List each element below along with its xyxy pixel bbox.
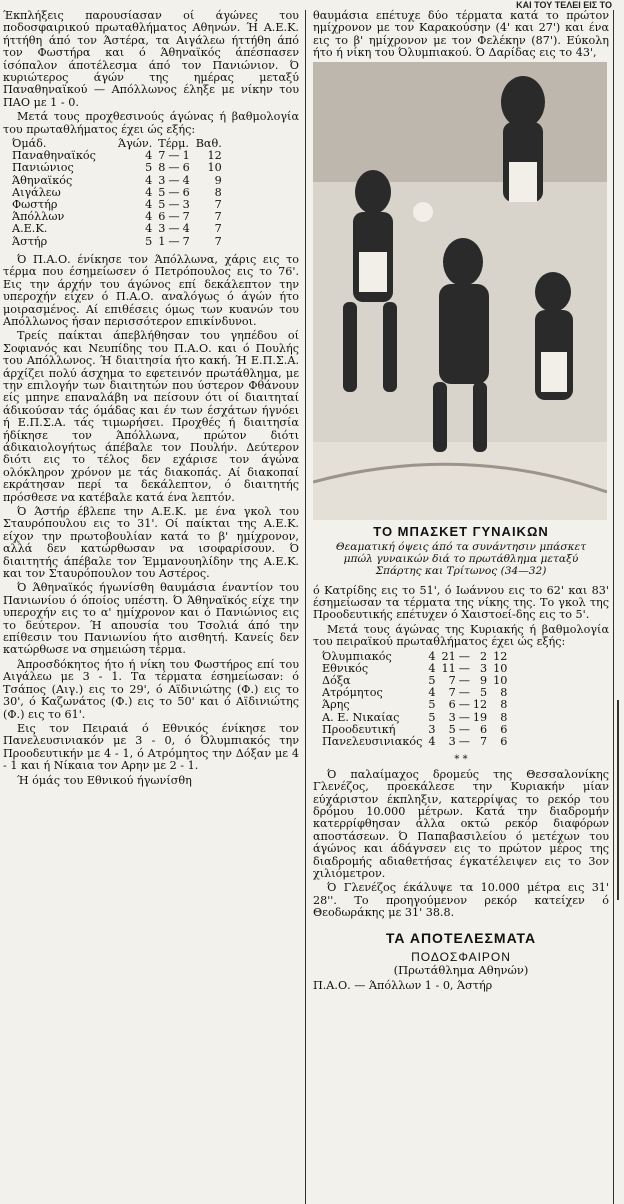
article-paragraph: ό Κατρίδης εις το 51', ό Ιωάννου εις το 62' και 83' έσημείωσαν τα τέρματα της νίκης της. Το γκολ της Προοδευτικής επέτυχεν ό Χαιστοεί-δης εις το 5'. [313, 583, 609, 622]
article-paragraph: Τρείς παίκται άπεβλήθησαν του γηπέδου οί Σοφιανός και Νευπίδης του Π.Α.Ο. και ό Πουλής του Απόλλωνος. Ή διαιτησία ήτο κακή. Ή Ε.Π.Σ.Α. άρχίζει πολύ άσχημα το εφετεινόν πρωτάθλημα, με την επιλογήν των διαιτητών που ύστερον Φθάνουν είς μπηνε επαναλάβη να πείσουν ότι οί διαιτηταί άδικούσαν τάς όμάδας και έν των έσχάτων ήγνόει ή Ε.Π.Σ.Α. τάς τιμωρήσει. Προχθές ή διαιτησία ήδίκησε τον Άπόλλωνα, πρώτον διότι άδικαιολογήτως άπέβαλε τον Πουλήν. Δεύτερον διότι εις το τέλος δεν εχάρισε τον άγώνα ολόκληρον χρόνον με τάς διακοπάς. Αί διακοπαί εκράτησαν περί τα δεκάλεπτον, ό διαιτητής πρόσθεσε να κατέβαλε κατά ένα λεπτόν. [3, 329, 299, 504]
article-paragraph: Μετά τους άγώνας της Κυριακής ή βαθμολογία του πειραϊκού πρωταθλήματος έχει ώς εξής: [313, 622, 609, 649]
games-played: 5 [428, 698, 436, 712]
goal-dash: — [168, 173, 180, 187]
adjacent-column-edge [614, 10, 624, 1204]
games-played: 4 [428, 735, 436, 749]
games-played: 5 [428, 674, 436, 688]
team-name: Προοδευτική [322, 722, 396, 736]
team-name: Δόξα [322, 674, 351, 688]
goal-dash: — [458, 722, 470, 736]
goals-for: 3 [158, 222, 166, 236]
goals-against: 2 [480, 649, 488, 663]
goals-for: 21 [441, 649, 456, 663]
goals-for: 3 [448, 710, 456, 724]
goal-dash: — [168, 185, 180, 199]
games-played: 4 [145, 210, 153, 224]
goals-for: 6 [158, 210, 166, 224]
standings-row [319, 699, 510, 711]
goals-against: 7 [182, 234, 190, 248]
goals-against: 12 [472, 698, 488, 712]
goals-against: 4 [182, 222, 190, 236]
goal-dash: — [458, 735, 470, 749]
col-header-points: Βαθ. [195, 137, 222, 151]
left-column [3, 10, 299, 789]
standings-row [9, 162, 225, 174]
goals-against: 9 [480, 674, 488, 688]
goal-dash: — [168, 222, 180, 236]
team-name: Εθνικός [322, 661, 369, 675]
goals-against: 3 [182, 198, 190, 212]
points: 6 [500, 735, 508, 749]
team-name: Πανιώνιος [12, 161, 74, 175]
team-name: Άρης [322, 698, 350, 712]
team-name: Παναθηναϊκός [12, 149, 96, 163]
points: 7 [214, 198, 222, 212]
points: 12 [493, 649, 508, 663]
team-name: Αιγάλεω [12, 185, 61, 199]
article-paragraph: θαυμάσια επέτυχε δύο τέρματα κατά το πρώτον ημίχρονον με τον Καρακούσην (4' και 27') και ένα εις το β' ημίχρονον με τον Φελέκην (87'). Εύκολη ήτο ή νίκη του Όλυμπιακού. Ό Δαρίδας εις το 43', [313, 9, 609, 60]
team-name: Όλυμπιακός [322, 649, 392, 663]
team-name: Α. Ε. Νικαίας [322, 710, 400, 724]
article-paragraph: Άπροσδόκητος ήτο ή νίκη του Φωστήρος επί του Αιγάλεω με 3 - 1. Τα τέρματα έσημείωσαν: ό Τσάπος (Αιγ.) εις το 29', ό Αϊδινιώτης (Φ.) εις το 30', ό Καζωνάτος (Φ.) εις το 50' και ό Αϊδινιώτης (Φ.) εις το 61'. [3, 657, 299, 721]
goals-against: 6 [182, 185, 190, 199]
team-name: Άθηναϊκός [12, 173, 73, 187]
athens-standings-table [9, 138, 225, 248]
page-header-strip: ΚΑΙ ΤΟΥ ΤΕΛΕΙ ΕΙΣ ΤΟ [516, 0, 612, 10]
goals-against: 6 [480, 722, 488, 736]
points: 6 [500, 722, 508, 736]
games-played: 4 [428, 649, 436, 663]
article-paragraph: Εις τον Πειραιά ό Εθνικός ένίκησε τον Πανελευσινιακόν με 3 - 0, ό Όλυμπιακός την Προοδευτικήν με 4 - 1, ό Ατρόμητος την Δόξαν με 4 - 1 και ή Νίκαια τον Αρην με 2 - 1. [3, 721, 299, 773]
photo-caption: Θεαματική όψεις άπό τα συνάντησιν μπάσκετ μπώλ γυναικών διά το πρωτάθλημα μεταξύ Σπάρτης και Τρίτωνος (34—32) [335, 540, 587, 577]
goals-against: 7 [480, 735, 488, 749]
goals-for: 8 [158, 161, 166, 175]
games-played: 4 [428, 661, 436, 675]
goals-for: 7 [158, 149, 166, 163]
standings-row [319, 736, 510, 748]
goals-against: 3 [480, 661, 488, 675]
results-section-title: ΤΑ ΑΠΟΤΕΛΕΣΜΑΤΑ [385, 929, 537, 946]
goal-dash: — [168, 210, 180, 224]
goal-dash: — [168, 161, 180, 175]
results-line: Π.Α.Ο. — Άπόλλων 1 - 0, Άστήρ [313, 978, 493, 992]
goals-against: 6 [182, 161, 190, 175]
results-competition-title: (Πρωτάθλημα Αθηνών) [393, 962, 529, 977]
goals-for: 7 [448, 674, 456, 688]
goals-for: 3 [448, 735, 456, 749]
goal-dash: — [168, 149, 180, 163]
goal-dash: — [168, 198, 180, 212]
goal-dash: — [458, 674, 470, 688]
goals-against: 5 [480, 686, 488, 700]
games-played: 5 [428, 710, 436, 724]
games-played: 5 [145, 161, 153, 175]
goal-dash: — [458, 649, 470, 663]
goals-against: 4 [182, 173, 190, 187]
goals-against: 19 [472, 710, 488, 724]
points: 8 [500, 698, 508, 712]
goals-for: 7 [448, 686, 456, 700]
points: 8 [500, 686, 508, 700]
standings-row [9, 236, 225, 248]
column-divider [305, 10, 306, 1204]
photo-headline: ΤΟ ΜΠΑΣΚΕΤ ΓΥΝΑΙΚΩΝ [373, 523, 549, 539]
points: 8 [500, 710, 508, 724]
games-played: 4 [428, 686, 436, 700]
team-name: Ατρόμητος [322, 686, 383, 700]
team-name: Α.Ε.Κ. [12, 222, 48, 236]
article-paragraph: Ό Γλενέζος έκάλυψε τα 10.000 μέτρα εις 31' 28''. Το προηγούμενον ρεκόρ κατείχεν ό Θεοδωράκης με 31' 38.8. [313, 881, 609, 920]
team-name: Άστήρ [12, 234, 48, 248]
article-paragraph: Ό Π.Α.Ο. ένίκησε τον Άπόλλωνα, χάρις εις το τέρμα που έσημείωσεν ό Πετρόπουλος εις το 76'. Εις την άρχήν του άγώνος επί δεκάλεπτον την υπεροχήν είχεν ό Π.Α.Ο. αναλόγως ό άγών ήτο μοιρασμένος. Αί επιθέσεις όμως των κυανών του Απόλλωνος ήσαν περισσότερον επικίνδυνοι. [3, 252, 299, 328]
goal-dash: — [458, 698, 470, 712]
article-paragraph: Ό Άθηναϊκός ήγωνίσθη θαυμάσια έναντίον του Πανιωνίου ό όποίος υπέστη. Ό Άθηναϊκός είχε την υπεροχήν εις το α' ημίχρονον και ό Πανιώνιος εις το δεύτερον. Ή απουσία του Τσολιά άπό την επίθεσιν του Πανιωνίου ήτο αισθητή. Κανείς δεν κατώρθωσε να σημειώση τέρμα. [3, 581, 299, 657]
points: 8 [214, 185, 222, 199]
col-header-team: Όμάδ. [12, 137, 47, 151]
goals-for: 5 [158, 198, 166, 212]
right-column [313, 10, 609, 994]
team-name: Άπόλλων [12, 210, 65, 224]
col-header-goals: Τέρμ. [158, 137, 189, 151]
col-header-games: Άγών. [118, 137, 153, 151]
games-played: 4 [145, 185, 153, 199]
goals-for: 5 [448, 722, 456, 736]
standings-row [9, 223, 225, 235]
goals-for: 5 [158, 185, 166, 199]
goal-dash: — [168, 234, 180, 248]
goals-against: 7 [182, 210, 190, 224]
goals-for: 6 [448, 698, 456, 712]
points: 12 [207, 149, 222, 163]
points: 7 [214, 210, 222, 224]
section-separator-stars: * * [454, 754, 468, 766]
article-paragraph: Ό Άστήρ έβλεπε την Α.Ε.Κ. με ένα γκολ του Σταυρόπουλου εις το 31'. Οί παίκται της Α.Ε.Κ. είχον την πρωτοβουλίαν κατά το β' ημίχρονον, αλλά δεν κατώρθωσαν να ισοφαρίσουν. Ό διαιτητής άπέβαλε τον Έμμανουηλίδην της Α.Ε.Κ. και τον Σταυρόπουλον του Αστέρος. [3, 505, 299, 581]
goals-for: 11 [441, 661, 456, 675]
goals-against: 1 [182, 149, 190, 163]
article-paragraph: Ή όμάς του Εθνικού ήγωνίσθη [17, 773, 192, 787]
points: 7 [214, 222, 222, 236]
points: 7 [214, 234, 222, 248]
team-name: Φωστήρ [12, 198, 58, 212]
games-played: 5 [145, 234, 153, 248]
games-played: 4 [145, 173, 153, 187]
goal-dash: — [458, 710, 470, 724]
results-sport-title: ΠΟΔΟΣΦΑΙΡΟΝ [411, 949, 511, 964]
points: 9 [214, 173, 222, 187]
games-played: 3 [428, 722, 436, 736]
games-played: 4 [145, 198, 153, 212]
points: 10 [493, 674, 508, 688]
games-played: 4 [145, 149, 153, 163]
article-paragraph: Μετά τους προχθεσινούς άγώνας ή βαθμολογία του πρωταθλήματος έχει ώς εξής: [3, 110, 299, 136]
games-played: 4 [145, 222, 153, 236]
points: 10 [493, 661, 508, 675]
basketball-photo-illustration [313, 62, 607, 520]
article-paragraph: Ό παλαίμαχος δρομεύς της Θεσσαλονίκης Γλενέζος, προεκάλεσε την Κυριακήν μίαν εύχάριστον έκπληξιν, κατερρίψας το ρεκόρ του δρόμου 10.000 μέτρων. Κατά την διαδρομήν κατερρίφθησαν άλλα οκτώ ρεκόρ διαφόρων αποστάσεων. Ό Παπαβασιλείου ό μετέχων του άγώνος και άδάγνσεν εις το πρώτον μέρος της διαδρομής αδιαθετήσας έγκατέλειψεν εις το 3ον χιλιόμετρον. [313, 767, 609, 880]
goal-dash: — [458, 686, 470, 700]
goals-for: 3 [158, 173, 166, 187]
piraeus-standings-table [319, 651, 510, 749]
goal-dash: — [458, 661, 470, 675]
points: 10 [207, 161, 222, 175]
goals-for: 1 [158, 234, 166, 248]
basketball-photo [313, 62, 607, 520]
article-paragraph: Έκπλήξεις παρουσίασαν οί άγώνες του ποδοσφαιρικού πρωταθλήματος Αθηνών. Ή Α.Ε.Κ. ήττήθη άπό τον Άστέρα, τα Αιγάλεω ήττήθη άπό τον Φωστήρα και ό Άθηναϊκός άπέσπασεν ίσόπαλον άποτέλεσμα άπό τον Πανιώνιον. Ό κυριώτερος άγών της ημέρας μεταξύ Παναθηναϊκού — Απόλλωνος έληξε με νίκην του ΠΑΟ με 1 - 0. [3, 9, 299, 109]
team-name: Πανελευσινιακός [322, 735, 423, 749]
